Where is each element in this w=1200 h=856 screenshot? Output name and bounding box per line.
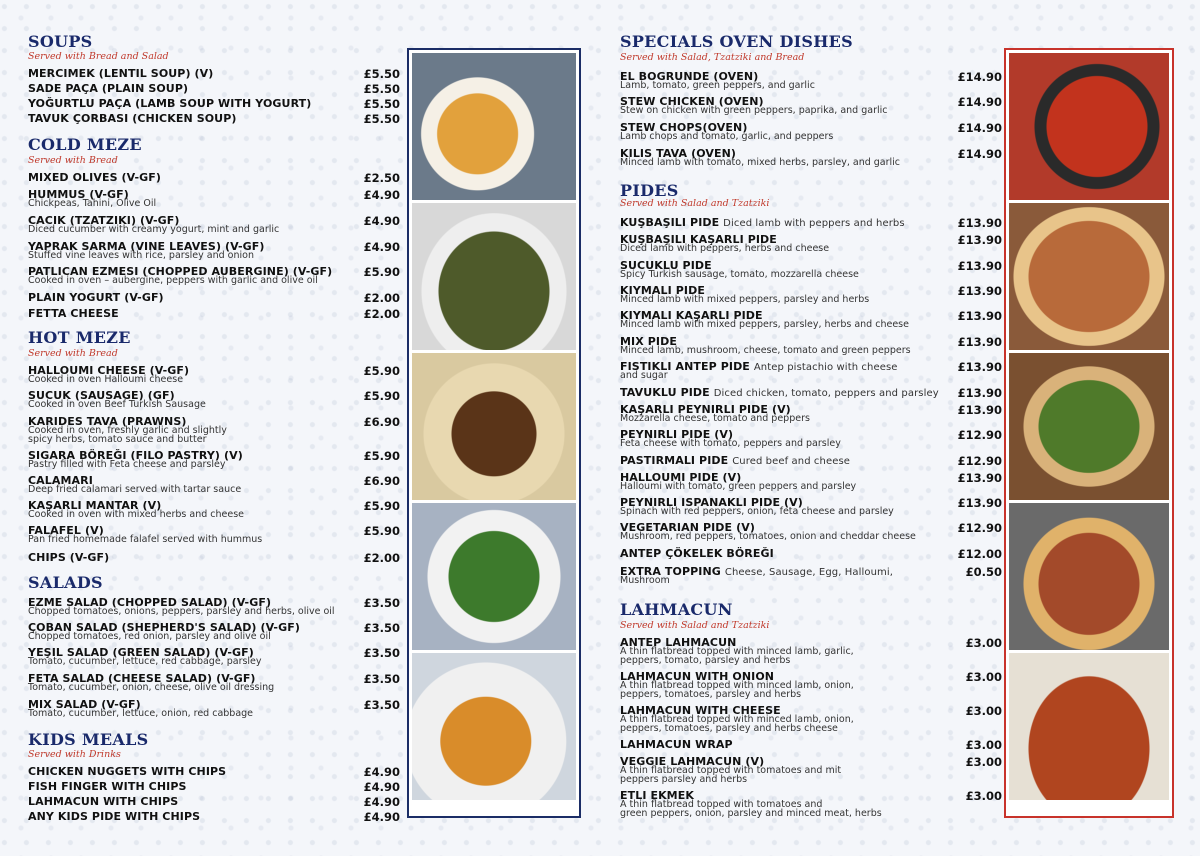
section-title-kids-meals: KIDS MEALS <box>28 730 149 749</box>
menu-item-desc: Lamb chops and tomato, garlic, and peppers <box>620 131 834 142</box>
section-title-soups: SOUPS <box>28 32 93 51</box>
menu-item-desc: peppers, tomato, parsley and herbs <box>620 655 791 666</box>
menu-item-price: £14.90 <box>957 147 1002 161</box>
menu-item-price: £13.90 <box>957 471 1002 485</box>
menu-item-name-text: SADE PAÇA (PLAIN SOUP) <box>28 82 189 95</box>
lahmacun-photo <box>1009 653 1169 800</box>
menu-item-name-text: VEGETARIAN PIDE (V) <box>620 521 755 534</box>
menu-item-price: £3.00 <box>965 738 1002 752</box>
menu-item-desc: A thin flatbread topped with tomatoes and mit <box>620 765 842 776</box>
menu-item-name-text: YOĞURTLU PAÇA (LAMB SOUP WITH YOGURT) <box>28 97 312 110</box>
menu-item-name-text: STEW CHOPS(OVEN) <box>620 121 748 134</box>
section-sub-cold-meze: Served with Bread <box>28 155 118 166</box>
menu-item-desc: Chopped tomatoes, red onion, parsley and olive oil <box>28 631 271 642</box>
menu-item-price: £3.00 <box>965 755 1002 769</box>
menu-item-desc: peppers parsley and herbs <box>620 774 748 785</box>
menu-item-name-text: KAŞARLI PEYNIRLI PIDE (V) <box>620 403 791 416</box>
menu-item-price: £4.90 <box>363 795 400 809</box>
menu-item-name-text: TAVUK ÇORBASI (CHICKEN SOUP) <box>28 112 237 125</box>
menu-item-price: £2.00 <box>363 291 400 305</box>
spinach-pide-photo <box>1009 353 1169 500</box>
menu-item-price: £13.90 <box>957 386 1002 400</box>
menu-item-name-text: PATLICAN EZMESI (CHOPPED AUBERGINE) (V-GF) <box>28 265 333 278</box>
menu-item-name-text: LAHMACUN WITH CHEESE <box>620 704 781 717</box>
menu-item-desc: Minced lamb with mixed peppers, parsley and herbs <box>620 294 870 305</box>
menu-item-name-text: ÇOBAN SALAD (SHEPHERD'S SALAD) (V-GF) <box>28 621 300 634</box>
pide-photo <box>1009 203 1169 350</box>
menu-item-price: £6.90 <box>363 474 400 488</box>
falafel-photo <box>412 353 576 500</box>
menu-item-name-text: KUŞBAŞILI KAŞARLI PIDE <box>620 233 777 246</box>
menu-item-name <box>28 171 161 184</box>
menu-item-name <box>28 291 164 304</box>
menu-item-price: £12.00 <box>957 547 1002 561</box>
menu-item-name <box>28 551 109 564</box>
menu-item-name <box>620 738 733 751</box>
menu-item-desc: Tomato, cucumber, onion, cheese, olive oil dressing <box>28 682 275 693</box>
section-sub-specials: Served with Salad, Tzatziki and Bread <box>620 52 805 63</box>
menu-item-name-text: CHIPS (V-GF) <box>28 551 110 564</box>
menu-item-name-text: KIYMALI PIDE <box>620 284 705 297</box>
menu-item-price: £3.00 <box>965 670 1002 684</box>
menu-item-price: £3.00 <box>965 789 1002 803</box>
menu-item-desc: A thin flatbread topped with tomatoes and <box>620 799 823 810</box>
menu-item-name-text: KILIS TAVA (OVEN) <box>620 147 737 160</box>
menu-item-desc: Cooked in oven – aubergine, peppers with garlic and olive oil <box>28 275 318 286</box>
menu-item-name-text: YAPRAK SARMA (VINE LEAVES) (V-GF) <box>28 240 265 253</box>
menu-item-name-text: HUMMUS (V-GF) <box>28 188 129 201</box>
menu-item-price: £12.90 <box>957 454 1002 468</box>
menu-item-desc: Deep fried calamari served with tartar sauce <box>28 484 242 495</box>
menu-item-desc: Minced lamb with tomato, mixed herbs, parsley, and garlic <box>620 157 901 168</box>
menu-item-desc: Stew on chicken with green peppers, paprika, and garlic <box>620 105 888 116</box>
menu-item-name-text: FISTIKLI ANTEP PIDE <box>620 360 750 373</box>
menu-item-name-text: MIXED OLIVES (V-GF) <box>28 171 162 184</box>
menu-item-desc: Spicy Turkish sausage, tomato, mozzarella cheese <box>620 269 859 280</box>
menu-item-name-text: HALLOUMI PIDE (V) <box>620 471 742 484</box>
menu-item-name <box>620 216 905 229</box>
menu-item-price: £5.50 <box>363 97 400 111</box>
nuggets-photo <box>412 653 576 800</box>
menu-item-desc: Diced lamb with peppers, herbs and cheese <box>620 243 830 254</box>
menu-item-price: £5.90 <box>363 449 400 463</box>
menu-item-price: £5.50 <box>363 82 400 96</box>
menu-item-desc: Mushroom <box>620 575 670 586</box>
menu-item-name-text: SUCUK (SAUSAGE) (GF) <box>28 389 175 402</box>
menu-item-price: £13.90 <box>957 360 1002 374</box>
menu-item-desc: Pan fried homemade falafel served with hummus <box>28 534 263 545</box>
menu-item-name <box>28 112 237 125</box>
menu-item-desc: Diced cucumber with creamy yogurt, mint and garlic <box>28 224 280 235</box>
menu-item-desc: Feta cheese with tomato, peppers and parsley <box>620 438 841 449</box>
menu-item-inline-desc: Cured beef and cheese <box>732 456 851 467</box>
menu-item-name <box>28 810 200 823</box>
menu-item-price: £5.90 <box>363 389 400 403</box>
menu-item-name-text: FISH FINGER WITH CHIPS <box>28 780 187 793</box>
menu-item-name-text: PASTIRMALI PIDE <box>620 454 729 467</box>
section-title-lahmacun: LAHMACUN <box>620 600 733 619</box>
menu-item-name-text: EXTRA TOPPING <box>620 565 721 578</box>
right-photo-strip <box>1004 48 1174 818</box>
menu-item-desc: Minced lamb with mixed peppers, parsley, herbs and cheese <box>620 319 909 330</box>
menu-item-price: £13.90 <box>957 284 1002 298</box>
menu-item-price: £4.90 <box>363 780 400 794</box>
menu-item-price: £12.90 <box>957 428 1002 442</box>
section-title-hot-meze: HOT MEZE <box>28 328 131 347</box>
menu-item-name-text: KAŞARLI MANTAR (V) <box>28 499 162 512</box>
menu-item-price: £3.50 <box>363 672 400 686</box>
section-sub-soups: Served with Bread and Salad <box>28 51 169 62</box>
section-sub-hot-meze: Served with Bread <box>28 348 118 359</box>
menu-item-desc: Cooked in oven, freshly garlic and slightly <box>28 425 227 436</box>
menu-item-price: £13.90 <box>957 335 1002 349</box>
soup-photo <box>412 53 576 200</box>
menu-item-name <box>620 547 774 560</box>
menu-item-price: £2.50 <box>363 171 400 185</box>
menu-item-name-text: MIX PIDE <box>620 335 677 348</box>
menu-item-price: £6.90 <box>363 415 400 429</box>
menu-item-desc: Cooked in oven Beef Turkish Sausage <box>28 399 206 410</box>
menu-item-price: £14.90 <box>957 95 1002 109</box>
menu-item-price: £3.00 <box>965 704 1002 718</box>
menu-item-name <box>28 765 226 778</box>
menu-item-price: £5.90 <box>363 524 400 538</box>
menu-item-price: £4.90 <box>363 810 400 824</box>
menu-item-name <box>620 386 939 399</box>
menu-item-name <box>620 454 850 467</box>
menu-item-desc: Tomato, cucumber, lettuce, onion, red cabbage <box>28 708 254 719</box>
menu-item-price: £4.90 <box>363 240 400 254</box>
menu-item-name-text: CALAMARI <box>28 474 93 487</box>
menu-item-name-text: ANTEP ÇÖKELEK BÖREĞI <box>620 547 774 560</box>
menu-item-name-text: VEGGIE LAHMACUN (V) <box>620 755 765 768</box>
menu-item-price: £5.90 <box>363 265 400 279</box>
menu-item-name-text: LAHMACUN WRAP <box>620 738 733 751</box>
menu-item-price: £13.90 <box>957 216 1002 230</box>
menu-item-name-text: SUCUKLU PIDE <box>620 259 712 272</box>
menu-item-price: £13.90 <box>957 309 1002 323</box>
minced-pide-photo <box>1009 503 1169 650</box>
menu-item-name-text: PLAIN YOGURT (V-GF) <box>28 291 164 304</box>
menu-item-desc: peppers, tomatoes, parsley and herbs <box>620 689 802 700</box>
menu-item-desc: Cooked in oven with mixed herbs and cheese <box>28 509 244 520</box>
menu-item-price: £14.90 <box>957 70 1002 84</box>
menu-item-desc: A thin flatbread topped with minced lamb, onion, <box>620 714 854 725</box>
menu-item-desc: Halloumi with tomato, green peppers and parsley <box>620 481 857 492</box>
menu-item-name-text: STEW CHICKEN (OVEN) <box>620 95 764 108</box>
menu-item-name-text: EZME SALAD (CHOPPED SALAD) (V-GF) <box>28 596 272 609</box>
menu-item-name <box>28 97 311 110</box>
menu-item-name-text: TAVUKLU PIDE <box>620 386 710 399</box>
vine-leaves-photo <box>412 203 576 350</box>
menu-item-name-text: SIGARA BÖREĞI (FILO PASTRY) (V) <box>28 449 243 462</box>
menu-item-name-text: YEŞIL SALAD (GREEN SALAD) (V-GF) <box>28 646 254 659</box>
menu-item-name-text: MERCIMEK (LENTIL SOUP) (V) <box>28 67 214 80</box>
menu-item-desc: Spinach with red peppers, onion, feta cheese and parsley <box>620 506 894 517</box>
menu-item-price: £12.90 <box>957 521 1002 535</box>
menu-item-desc: and sugar <box>620 370 668 381</box>
menu-item-price: £3.50 <box>363 621 400 635</box>
menu-item-price: £13.90 <box>957 403 1002 417</box>
menu-item-desc: Stuffed vine leaves with rice, parsley and onion <box>28 250 254 261</box>
menu-item-desc: Chopped tomatoes, onions, peppers, parsley and herbs, olive oil <box>28 606 335 617</box>
menu-item-name <box>28 82 188 95</box>
menu-item-price: £5.50 <box>363 112 400 126</box>
menu-item-price: £2.00 <box>363 551 400 565</box>
menu-item-price: £4.90 <box>363 188 400 202</box>
menu-item-price: £5.90 <box>363 499 400 513</box>
menu-item-desc: A thin flatbread topped with minced lamb, onion, <box>620 680 854 691</box>
menu-item-name-text: FALAFEL (V) <box>28 524 104 537</box>
menu-item-name-text: PEYNIRLI PIDE (V) <box>620 428 734 441</box>
menu-item-name-text: LAHMACUN WITH CHIPS <box>28 795 179 808</box>
section-title-salads: SALADS <box>28 573 103 592</box>
menu-item-price: £14.90 <box>957 121 1002 135</box>
menu-item-name <box>28 795 178 808</box>
menu-item-desc: Lamb, tomato, green peppers, and garlic <box>620 80 815 91</box>
menu-item-price: £5.50 <box>363 67 400 81</box>
menu-item-inline-desc: Cheese, Sausage, Egg, Halloumi, <box>724 567 894 578</box>
menu-item-price: £3.50 <box>363 596 400 610</box>
menu-item-inline-desc: Diced chicken, tomato, peppers and parsley <box>713 388 939 399</box>
menu-item-desc: green peppers, onion, parsley and minced meat, herbs <box>620 808 882 819</box>
menu-item-desc: Pastry filled with Feta cheese and parsley <box>28 459 226 470</box>
left-photo-strip <box>407 48 581 818</box>
section-title-cold-meze: COLD MEZE <box>28 135 142 154</box>
menu-item-desc: Mushroom, red peppers, tomatoes, onion and cheddar cheese <box>620 531 916 542</box>
menu-item-name-text: MIX SALAD (V-GF) <box>28 698 141 711</box>
stew-photo <box>1009 53 1169 200</box>
menu-item-price: £3.00 <box>965 636 1002 650</box>
menu-item-name-text: CACIK (TZATZIKI) (V-GF) <box>28 214 180 227</box>
section-title-pides: PIDES <box>620 181 679 200</box>
section-sub-pides: Served with Salad and Tzatziki <box>620 198 770 209</box>
section-sub-kids-meals: Served with Drinks <box>28 749 121 760</box>
menu-item-name-text: CHICKEN NUGGETS WITH CHIPS <box>28 765 227 778</box>
menu-item-desc: Chickpeas, Tahini, Olive Oil <box>28 198 157 209</box>
section-title-specials: SPECIALS OVEN DISHES <box>620 32 854 51</box>
menu-item-desc: A thin flatbread topped with minced lamb, garlic, <box>620 646 854 657</box>
menu-item-price: £3.50 <box>363 646 400 660</box>
menu-item-name-text: KUŞBAŞILI PIDE <box>620 216 720 229</box>
menu-item-name <box>28 307 119 320</box>
menu-item-name-text: FETA SALAD (CHEESE SALAD) (V-GF) <box>28 672 256 685</box>
menu-item-desc: Tomato, cucumber, lettuce, red cabbage, parsley <box>28 656 262 667</box>
menu-item-name-text: EL BOGRUNDE (OVEN) <box>620 70 759 83</box>
menu-item-price: £3.50 <box>363 698 400 712</box>
salad-photo <box>412 503 576 650</box>
menu-item-name-text: ANY KIDS PIDE WITH CHIPS <box>28 810 201 823</box>
menu-item-desc: Minced lamb, mushroom, cheese, tomato and green peppers <box>620 345 911 356</box>
menu-item-price: £2.00 <box>363 307 400 321</box>
menu-item-name-text: KIYMALI KAŞARLI PIDE <box>620 309 763 322</box>
menu-item-price: £13.90 <box>957 496 1002 510</box>
menu-item-name-text: PEYNIRLI ISPANAKLI PIDE (V) <box>620 496 803 509</box>
menu-item-name-text: HALLOUMI CHEESE (V-GF) <box>28 364 190 377</box>
menu-item-price: £0.50 <box>965 565 1002 579</box>
menu-item-name-text: FETTA CHEESE <box>28 307 119 320</box>
menu-item-name-text: ANTEP LAHMACUN <box>620 636 737 649</box>
menu-item-price: £13.90 <box>957 259 1002 273</box>
menu-item-price: £4.90 <box>363 765 400 779</box>
menu-item-inline-desc: Antep pistachio with cheese <box>753 362 898 373</box>
menu-item-price: £4.90 <box>363 214 400 228</box>
menu-item-price: £13.90 <box>957 233 1002 247</box>
section-sub-lahmacun: Served with Salad and Tzatziki <box>620 620 770 631</box>
menu-item-desc: Cooked in oven Halloumi cheese <box>28 374 184 385</box>
menu-item-inline-desc: Diced lamb with peppers and herbs <box>723 218 905 229</box>
menu-item-name-text: KARIDES TAVA (PRAWNS) <box>28 415 187 428</box>
menu-item-desc: Mozzarella cheese, tomato and peppers <box>620 413 810 424</box>
menu-item-price: £5.90 <box>363 364 400 378</box>
menu-item-name <box>28 67 213 80</box>
menu-item-name <box>28 780 187 793</box>
menu-item-desc: spicy herbs, tomato sauce and butter <box>28 434 207 445</box>
menu-item-name-text: LAHMACUN WITH ONION <box>620 670 775 683</box>
menu-item-desc: peppers, tomatoes, parsley and herbs cheese <box>620 723 838 734</box>
menu-item-name-text: ETLI EKMEK <box>620 789 694 802</box>
